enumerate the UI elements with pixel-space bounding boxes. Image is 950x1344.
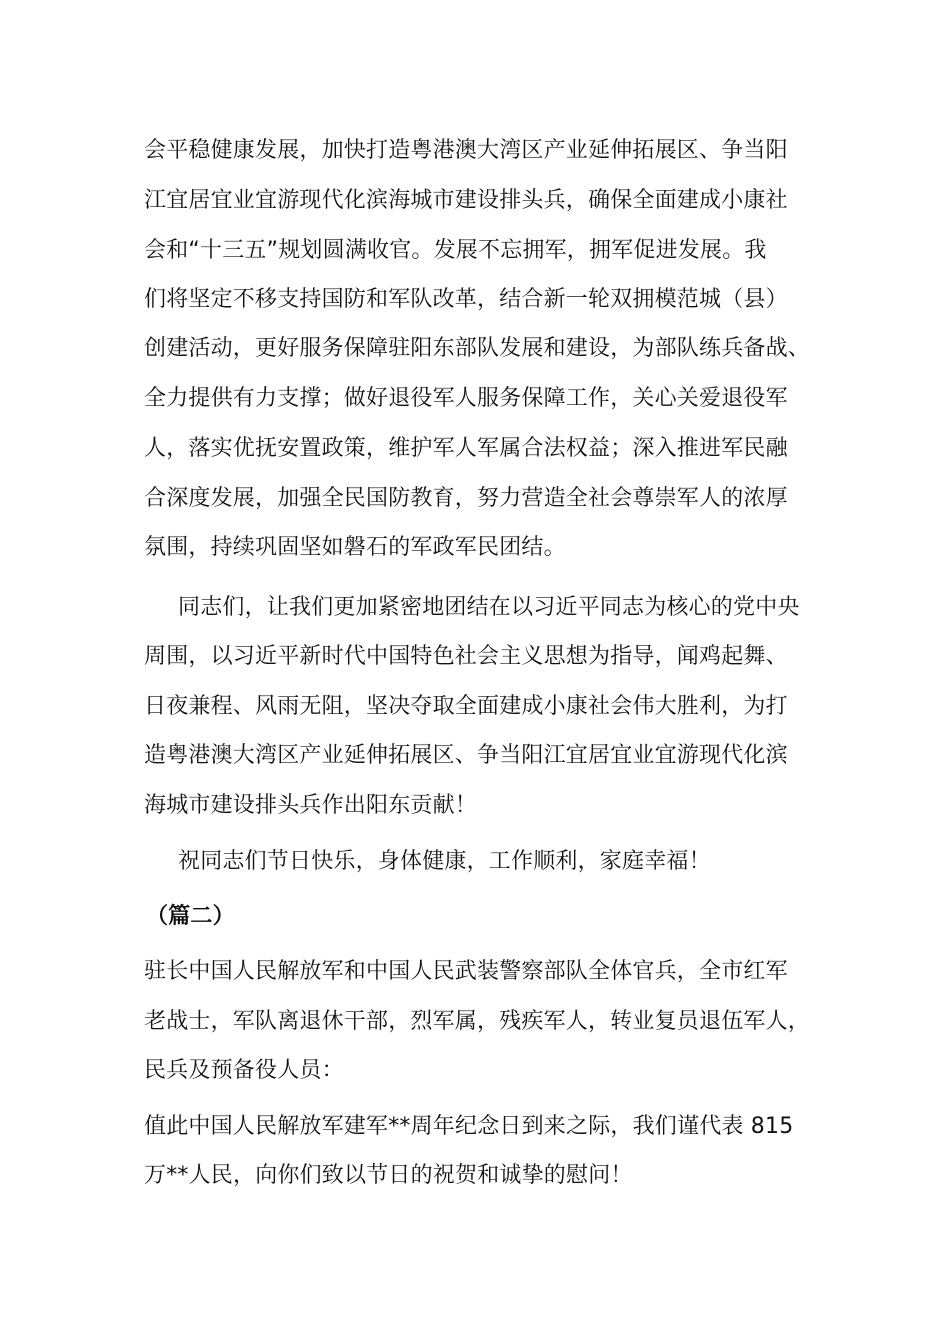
text-line: 合深度发展，加强全民国防教育，努力营造全社会尊崇军人的浓厚 [144, 486, 788, 511]
text-line: 值此中国人民解放军建军**周年纪念日到来之际，我们谨代表 815 [144, 1114, 794, 1139]
text-line: 同志们，让我们更加紧密地团结在以习近平同志为核心的党中央 [178, 595, 800, 620]
text-line: 会平稳健康发展，加快打造粤港澳大湾区产业延伸拓展区、争当阳 [144, 138, 788, 163]
text-line: 周围，以习近平新时代中国特色社会主义思想为指导，闻鸡起舞、 [144, 644, 788, 669]
text-line: 海城市建设排头兵作出阳东贡献！ [144, 793, 478, 818]
text-line: 创建活动，更好服务保障驻阳东部队发展和建设，为部队练兵备战、 [144, 336, 811, 361]
text-line: 会和“十三五”规划圆满收官。发展不忘拥军，拥军促进发展。我 [144, 238, 767, 263]
text-line: 氛围，持续巩固坚如磐石的军政军民团结。 [144, 535, 566, 560]
text-line: 日夜兼程、风雨无阻，坚决夺取全面建成小康社会伟大胜利，为打 [144, 694, 788, 719]
text-line: 老战士，军队离退休干部，烈军属，残疾军人，转业复员退伍军人， [144, 1009, 811, 1034]
text-line: 万**人民，向你们致以节日的祝贺和诚挚的慰问！ [144, 1163, 633, 1188]
text-line: 江宜居宜业宜游现代化滨海城市建设排头兵，确保全面建成小康社 [144, 188, 788, 213]
text-line: 人，落实优抚安置政策，维护军人军属合法权益；深入推进军民融 [144, 436, 788, 461]
text-line: 祝同志们节日快乐，身体健康，工作顺利，家庭幸福！ [178, 849, 711, 874]
text-line: 驻长中国人民解放军和中国人民武装警察部队全体官兵，全市红军 [144, 959, 788, 984]
section-heading: （篇二） [146, 904, 235, 929]
text-line: 民兵及预备役人员： [144, 1058, 344, 1083]
text-line: 造粤港澳大湾区产业延伸拓展区、争当阳江宜居宜业宜游现代化滨 [144, 743, 788, 768]
text-line: 们将坚定不移支持国防和军队改革，结合新一轮双拥模范城（县） [144, 287, 788, 312]
text-line: 全力提供有力支撑；做好退役军人服务保障工作，关心关爱退役军 [144, 386, 788, 411]
